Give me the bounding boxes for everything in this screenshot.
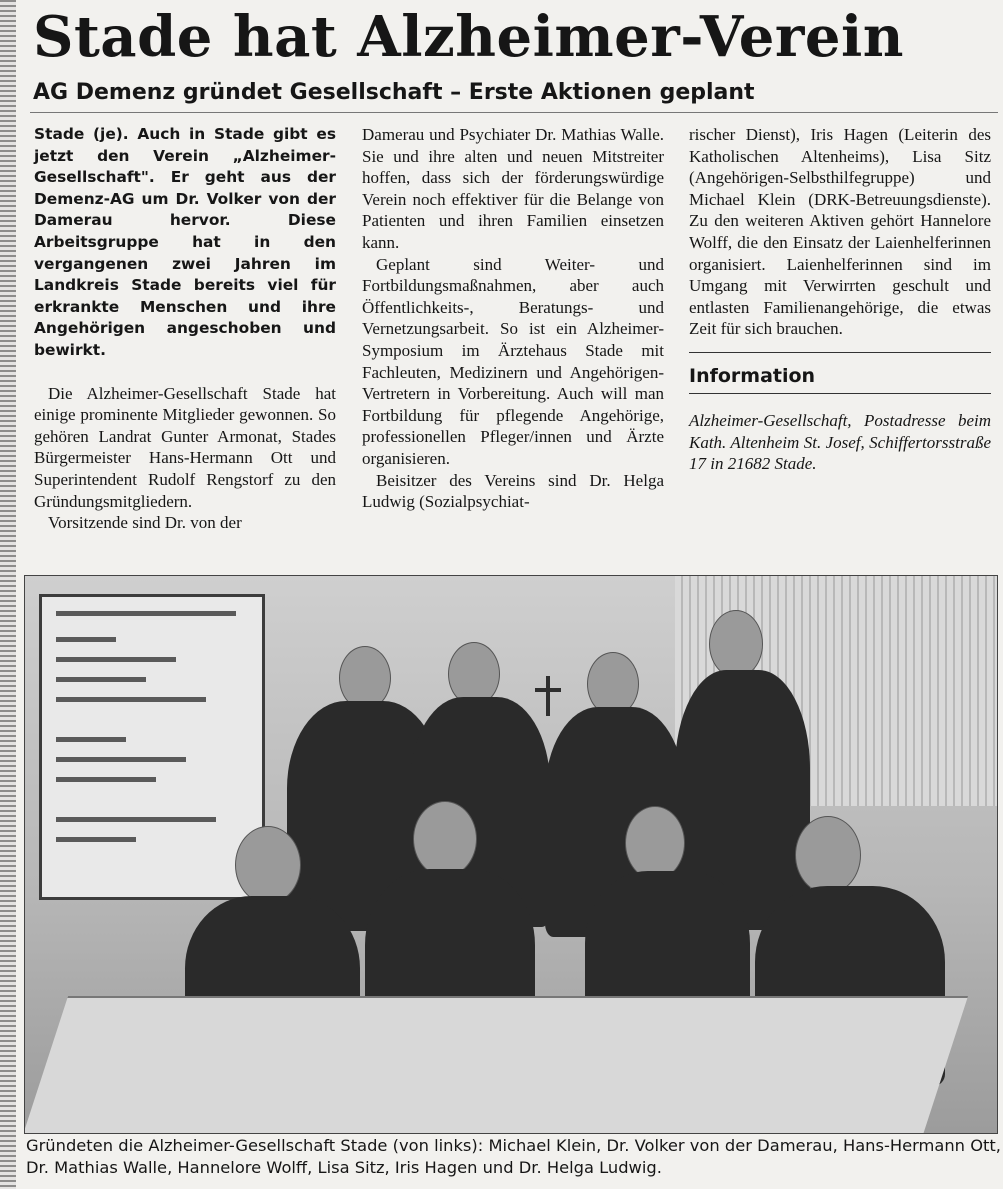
info-divider (689, 352, 991, 353)
cross-icon (535, 676, 561, 716)
info-heading: Information (689, 364, 816, 387)
paragraph: rischer Dienst), Iris Hagen (Leiterin des Katholischen Altenheims), Lisa Sitz (Angehörigen-Selbsthilfegruppe) und Michael Klein (DRK-Betreuungsdienste). Zu den weiteren Aktiven gehört Hannelore Wolff, die den Einsatz der Laienhelferinnen organisiert. Laienhelferinnen sind im Umgang mit Verwirrten geschult und entlasten Familienangehörige, die etwas Zeit für sich brauchen. (689, 125, 991, 339)
wall-poster (39, 594, 265, 900)
headline: Stade hat Alzheimer-Verein (33, 4, 904, 70)
paragraph: Beisitzer des Vereins sind Dr. Helga Ludwig (Sozialpsychiat- (362, 470, 664, 512)
column-3 (689, 124, 991, 475)
subheadline: AG Demenz gründet Gesellschaft – Erste Aktionen geplant (33, 80, 755, 105)
paragraph: Vorsitzende sind Dr. von der (48, 513, 242, 533)
group-photo (24, 575, 998, 1134)
lead-paragraph: Stade (je). Auch in Stade gibt es jetzt den Verein „Alzheimer-Gesellschaft". Er geht aus der Demenz-AG um Dr. Volker von der Damerau hervor. Diese Arbeitsgruppe hat in den vergangenen zwei Jahren im Landkreis Stade bereits viel für erkrankte Menschen und ihre Angehörigen angeschoben und bewirkt. (34, 125, 336, 359)
info-divider (689, 393, 991, 394)
column-2 (362, 124, 664, 513)
scan-edge (0, 0, 16, 1189)
photo-caption: Gründeten die Alzheimer-Gesellschaft Stade (von links): Michael Klein, Dr. Volker von der Damerau, Hans-Hermann Ott, Dr. Mathias Walle, Hannelore Wolff, Lisa Sitz, Iris Hagen und Dr. Helga Ludwig. (26, 1136, 1001, 1177)
divider (30, 112, 998, 113)
paragraph: Die Alzheimer-Gesellschaft Stade hat einige prominente Mitglieder gewonnen. So gehören Landrat Gunter Armonat, Stades Bürgermeister Hans-Hermann Ott und Superintendent Rudolf Rengstorf zu den Gründungsmitgliedern. (34, 383, 336, 511)
paragraph: Damerau und Psychiater Dr. Mathias Walle. Sie und ihre alten und neuen Mitstreiter hoffen, dass sich der förderungswürdige Verein noch effektiver für die Belange von Patienten und ihren Familien einsetzen kann. (362, 125, 664, 252)
paragraph: Geplant sind Weiter- und Fortbildungsmaßnahmen, aber auch Öffentlichkeits-, Beratungs- und Vernetzungsarbeit. So ist ein Alzheimer-Symposium im Ärztehaus Stade mit Fachleuten, Medizinern und Angehörigen-Vertretern in Vorbereitung. Auch will man Fortbildung für pflegende Angehörige, professionellen Pfleger/innen und Ärzte organisieren. (362, 254, 664, 468)
info-text: Alzheimer-Gesellschaft, Postadresse beim Kath. Altenheim St. Josef, Schiffertorsstraße 17 in 21682 Stade. (689, 410, 991, 474)
column-1 (34, 124, 336, 534)
conference-table (24, 996, 968, 1134)
